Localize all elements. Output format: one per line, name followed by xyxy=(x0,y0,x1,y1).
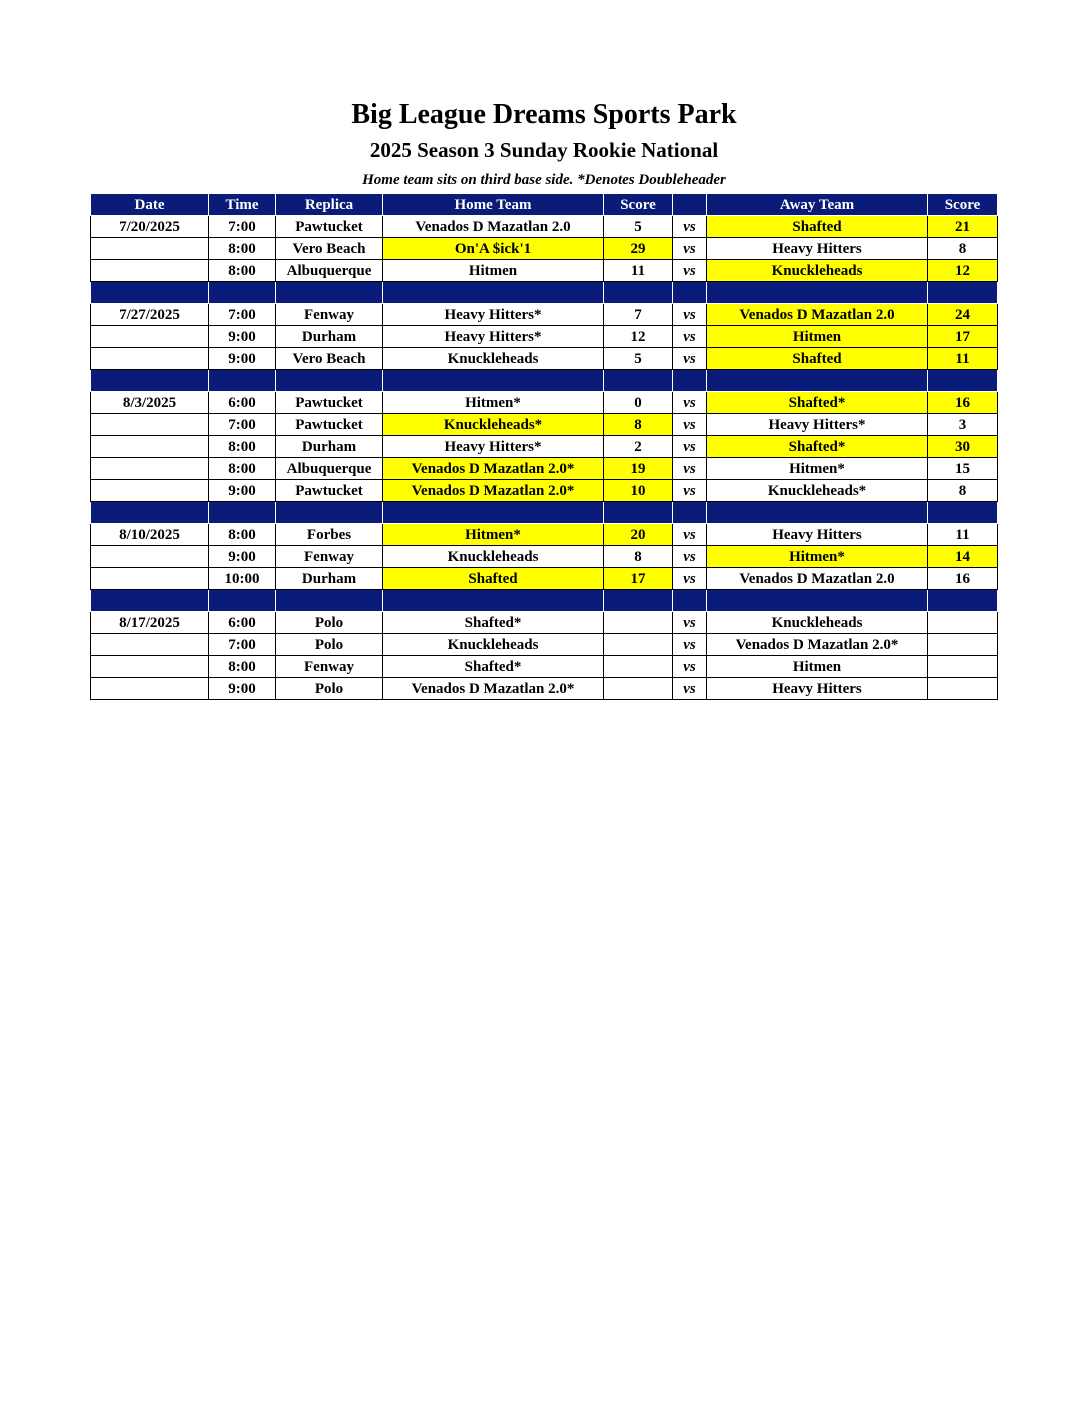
date-separator-row xyxy=(91,282,998,304)
replica-cell: Fenway xyxy=(276,656,383,678)
date-cell xyxy=(91,436,209,458)
table-row xyxy=(91,656,998,678)
col-header-home-team: Home Team xyxy=(383,194,604,216)
away-score-cell: 12 xyxy=(928,260,998,282)
table-row xyxy=(91,238,998,260)
vs-cell: vs xyxy=(673,634,707,656)
vs-cell: vs xyxy=(673,304,707,326)
away-team-cell: Heavy Hitters* xyxy=(707,414,928,436)
home-team-cell: Hitmen xyxy=(383,260,604,282)
away-score-cell: 11 xyxy=(928,348,998,370)
vs-cell: vs xyxy=(673,260,707,282)
replica-cell: Polo xyxy=(276,634,383,656)
separator-cell xyxy=(276,370,383,392)
table-row xyxy=(91,260,998,282)
time-cell: 8:00 xyxy=(209,436,276,458)
vs-cell: vs xyxy=(673,656,707,678)
time-cell: 8:00 xyxy=(209,458,276,480)
date-cell xyxy=(91,414,209,436)
home-score-cell: 17 xyxy=(604,568,673,590)
replica-cell: Durham xyxy=(276,568,383,590)
table-header-row xyxy=(91,194,998,216)
col-header-vs xyxy=(673,194,707,216)
away-team-cell: Heavy Hitters xyxy=(707,524,928,546)
separator-cell xyxy=(383,282,604,304)
time-cell: 6:00 xyxy=(209,392,276,414)
date-cell: 7/27/2025 xyxy=(91,304,209,326)
replica-cell: Albuquerque xyxy=(276,458,383,480)
separator-cell xyxy=(707,502,928,524)
time-cell: 8:00 xyxy=(209,524,276,546)
home-team-cell: Venados D Mazatlan 2.0* xyxy=(383,458,604,480)
vs-cell: vs xyxy=(673,678,707,700)
home-team-cell: Knuckleheads xyxy=(383,348,604,370)
separator-cell xyxy=(604,590,673,612)
separator-cell xyxy=(707,590,928,612)
separator-cell xyxy=(673,370,707,392)
away-score-cell xyxy=(928,656,998,678)
vs-cell: vs xyxy=(673,238,707,260)
col-header-away-team: Away Team xyxy=(707,194,928,216)
page-title: Big League Dreams Sports Park xyxy=(351,99,737,130)
date-separator-row xyxy=(91,590,998,612)
table-row xyxy=(91,568,998,590)
time-cell: 9:00 xyxy=(209,326,276,348)
separator-cell xyxy=(276,590,383,612)
separator-cell xyxy=(383,370,604,392)
schedule-table xyxy=(90,193,998,700)
away-team-cell: Shafted* xyxy=(707,392,928,414)
home-team-cell: Shafted* xyxy=(383,612,604,634)
separator-cell xyxy=(91,370,209,392)
date-cell xyxy=(91,260,209,282)
away-team-cell: Hitmen xyxy=(707,656,928,678)
vs-cell: vs xyxy=(673,348,707,370)
date-cell xyxy=(91,546,209,568)
home-team-cell: Venados D Mazatlan 2.0 xyxy=(383,216,604,238)
schedule-body xyxy=(91,216,998,700)
home-score-cell: 0 xyxy=(604,392,673,414)
replica-cell: Polo xyxy=(276,678,383,700)
vs-cell: vs xyxy=(673,436,707,458)
separator-cell xyxy=(928,590,998,612)
vs-cell: vs xyxy=(673,458,707,480)
away-team-cell: Venados D Mazatlan 2.0 xyxy=(707,304,928,326)
time-cell: 10:00 xyxy=(209,568,276,590)
vs-cell: vs xyxy=(673,216,707,238)
replica-cell: Vero Beach xyxy=(276,238,383,260)
away-team-cell: Knuckleheads xyxy=(707,260,928,282)
col-header-home-score: Score xyxy=(604,194,673,216)
col-header-date: Date xyxy=(91,194,209,216)
col-header-replica: Replica xyxy=(276,194,383,216)
away-team-cell: Venados D Mazatlan 2.0 xyxy=(707,568,928,590)
home-score-cell: 11 xyxy=(604,260,673,282)
away-score-cell: 14 xyxy=(928,546,998,568)
table-row xyxy=(91,634,998,656)
date-cell: 7/20/2025 xyxy=(91,216,209,238)
separator-cell xyxy=(276,282,383,304)
home-score-cell: 8 xyxy=(604,414,673,436)
separator-cell xyxy=(928,502,998,524)
time-cell: 6:00 xyxy=(209,612,276,634)
date-cell xyxy=(91,656,209,678)
home-team-cell: Heavy Hitters* xyxy=(383,436,604,458)
replica-cell: Vero Beach xyxy=(276,348,383,370)
away-team-cell: Heavy Hitters xyxy=(707,238,928,260)
time-cell: 8:00 xyxy=(209,238,276,260)
away-team-cell: Hitmen* xyxy=(707,458,928,480)
home-team-cell: Hitmen* xyxy=(383,524,604,546)
time-cell: 7:00 xyxy=(209,216,276,238)
home-score-cell: 10 xyxy=(604,480,673,502)
replica-cell: Pawtucket xyxy=(276,480,383,502)
replica-cell: Pawtucket xyxy=(276,216,383,238)
away-score-cell xyxy=(928,678,998,700)
home-team-cell: Heavy Hitters* xyxy=(383,304,604,326)
replica-cell: Forbes xyxy=(276,524,383,546)
home-team-cell: Knuckleheads xyxy=(383,634,604,656)
vs-cell: vs xyxy=(673,524,707,546)
date-separator-row xyxy=(91,370,998,392)
separator-cell xyxy=(673,502,707,524)
table-row xyxy=(91,546,998,568)
home-score-cell xyxy=(604,678,673,700)
home-team-cell: Venados D Mazatlan 2.0* xyxy=(383,480,604,502)
separator-cell xyxy=(276,502,383,524)
home-score-cell: 2 xyxy=(604,436,673,458)
away-score-cell: 16 xyxy=(928,568,998,590)
table-row xyxy=(91,392,998,414)
separator-cell xyxy=(91,590,209,612)
away-score-cell: 8 xyxy=(928,238,998,260)
home-team-cell: Venados D Mazatlan 2.0* xyxy=(383,678,604,700)
vs-cell: vs xyxy=(673,568,707,590)
home-score-cell: 8 xyxy=(604,546,673,568)
replica-cell: Polo xyxy=(276,612,383,634)
page-subtitle: 2025 Season 3 Sunday Rookie National xyxy=(369,138,719,162)
time-cell: 9:00 xyxy=(209,348,276,370)
away-team-cell: Shafted xyxy=(707,348,928,370)
separator-cell xyxy=(673,590,707,612)
home-score-cell: 12 xyxy=(604,326,673,348)
table-row xyxy=(91,304,998,326)
table-row xyxy=(91,612,998,634)
separator-cell xyxy=(707,282,928,304)
date-cell: 8/17/2025 xyxy=(91,612,209,634)
date-cell xyxy=(91,568,209,590)
home-team-cell: Knuckleheads xyxy=(383,546,604,568)
replica-cell: Durham xyxy=(276,326,383,348)
home-score-cell xyxy=(604,656,673,678)
home-score-cell xyxy=(604,634,673,656)
separator-cell xyxy=(928,370,998,392)
replica-cell: Fenway xyxy=(276,546,383,568)
table-row xyxy=(91,436,998,458)
away-team-cell: Shafted* xyxy=(707,436,928,458)
time-cell: 9:00 xyxy=(209,678,276,700)
home-score-cell: 7 xyxy=(604,304,673,326)
date-cell xyxy=(91,326,209,348)
time-cell: 9:00 xyxy=(209,480,276,502)
date-cell xyxy=(91,348,209,370)
home-score-cell: 20 xyxy=(604,524,673,546)
away-score-cell: 21 xyxy=(928,216,998,238)
separator-cell xyxy=(604,370,673,392)
away-score-cell: 30 xyxy=(928,436,998,458)
home-score-cell: 5 xyxy=(604,216,673,238)
away-score-cell: 17 xyxy=(928,326,998,348)
away-score-cell: 11 xyxy=(928,524,998,546)
vs-cell: vs xyxy=(673,546,707,568)
away-score-cell: 3 xyxy=(928,414,998,436)
away-team-cell: Shafted xyxy=(707,216,928,238)
separator-cell xyxy=(383,502,604,524)
table-row xyxy=(91,414,998,436)
away-team-cell: Hitmen xyxy=(707,326,928,348)
vs-cell: vs xyxy=(673,480,707,502)
separator-cell xyxy=(673,282,707,304)
time-cell: 7:00 xyxy=(209,304,276,326)
away-score-cell: 15 xyxy=(928,458,998,480)
separator-cell xyxy=(209,590,276,612)
time-cell: 7:00 xyxy=(209,414,276,436)
home-score-cell: 19 xyxy=(604,458,673,480)
date-separator-row xyxy=(91,502,998,524)
separator-cell xyxy=(383,590,604,612)
separator-cell xyxy=(209,370,276,392)
table-row xyxy=(91,678,998,700)
away-team-cell: Heavy Hitters xyxy=(707,678,928,700)
vs-cell: vs xyxy=(673,414,707,436)
vs-cell: vs xyxy=(673,326,707,348)
home-team-cell: Hitmen* xyxy=(383,392,604,414)
home-score-cell: 5 xyxy=(604,348,673,370)
date-cell xyxy=(91,480,209,502)
col-header-time: Time xyxy=(209,194,276,216)
separator-cell xyxy=(604,502,673,524)
replica-cell: Fenway xyxy=(276,304,383,326)
separator-cell xyxy=(928,282,998,304)
table-row xyxy=(91,480,998,502)
time-cell: 7:00 xyxy=(209,634,276,656)
replica-cell: Durham xyxy=(276,436,383,458)
date-cell xyxy=(91,634,209,656)
time-cell: 8:00 xyxy=(209,656,276,678)
home-team-cell: Knuckleheads* xyxy=(383,414,604,436)
away-score-cell: 8 xyxy=(928,480,998,502)
home-score-cell: 29 xyxy=(604,238,673,260)
vs-cell: vs xyxy=(673,612,707,634)
separator-cell xyxy=(209,502,276,524)
header-note: Home team sits on third base side. *Denotes Doubleheader xyxy=(362,172,726,188)
home-team-cell: Shafted xyxy=(383,568,604,590)
table-row xyxy=(91,348,998,370)
date-cell: 8/10/2025 xyxy=(91,524,209,546)
away-score-cell: 16 xyxy=(928,392,998,414)
separator-cell xyxy=(707,370,928,392)
table-row xyxy=(91,326,998,348)
col-header-away-score: Score xyxy=(928,194,998,216)
away-score-cell xyxy=(928,612,998,634)
away-team-cell: Knuckleheads* xyxy=(707,480,928,502)
replica-cell: Albuquerque xyxy=(276,260,383,282)
home-team-cell: Heavy Hitters* xyxy=(383,326,604,348)
away-team-cell: Venados D Mazatlan 2.0* xyxy=(707,634,928,656)
table-row xyxy=(91,524,998,546)
vs-cell: vs xyxy=(673,392,707,414)
table-row xyxy=(91,216,998,238)
away-team-cell: Hitmen* xyxy=(707,546,928,568)
home-team-cell: Shafted* xyxy=(383,656,604,678)
time-cell: 9:00 xyxy=(209,546,276,568)
replica-cell: Pawtucket xyxy=(276,414,383,436)
date-cell xyxy=(91,678,209,700)
separator-cell xyxy=(91,282,209,304)
away-score-cell: 24 xyxy=(928,304,998,326)
separator-cell xyxy=(604,282,673,304)
home-score-cell xyxy=(604,612,673,634)
table-row xyxy=(91,458,998,480)
away-team-cell: Knuckleheads xyxy=(707,612,928,634)
date-cell: 8/3/2025 xyxy=(91,392,209,414)
away-score-cell xyxy=(928,634,998,656)
separator-cell xyxy=(209,282,276,304)
home-team-cell: On'A $ick'1 xyxy=(383,238,604,260)
date-cell xyxy=(91,458,209,480)
date-cell xyxy=(91,238,209,260)
time-cell: 8:00 xyxy=(209,260,276,282)
replica-cell: Pawtucket xyxy=(276,392,383,414)
separator-cell xyxy=(91,502,209,524)
